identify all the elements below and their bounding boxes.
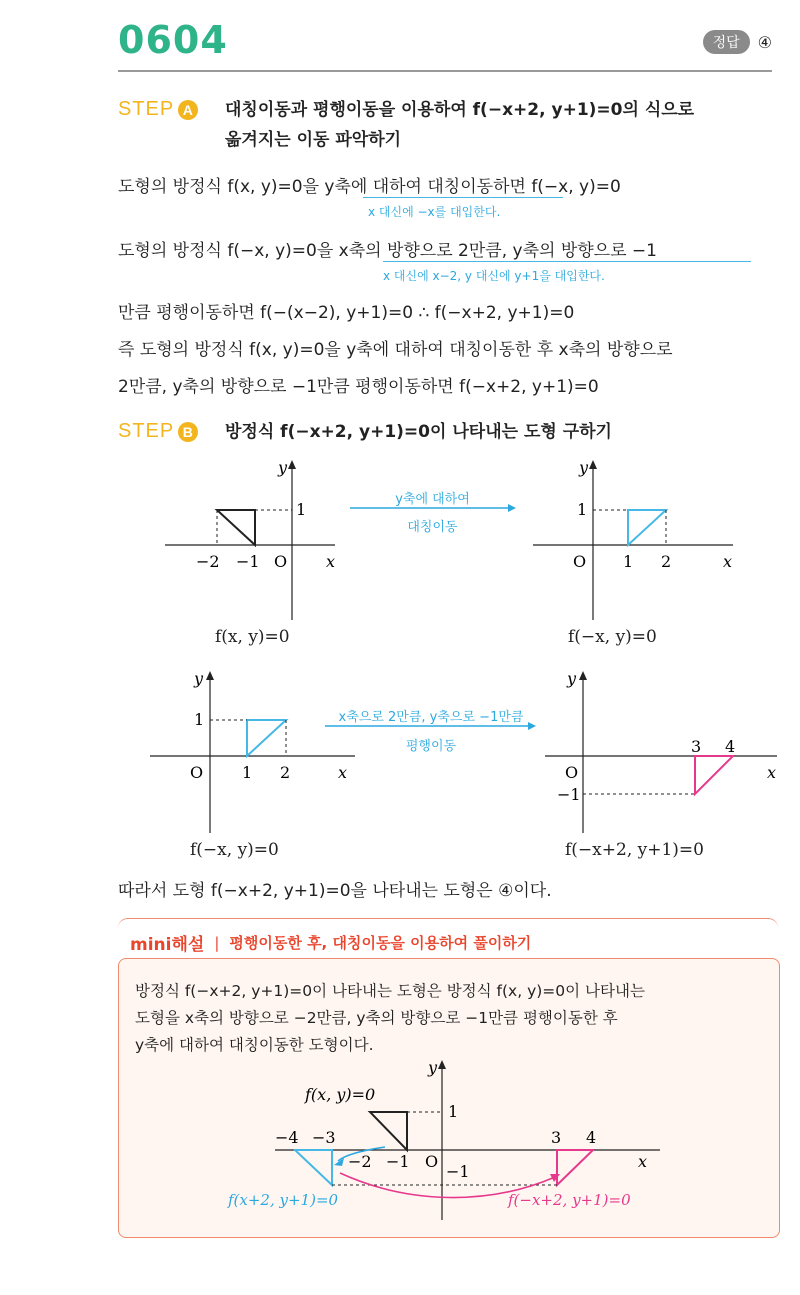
arrow-2 <box>325 720 540 732</box>
graph-2-caption: f(−x, y)=0 <box>568 627 657 647</box>
step-a-line-4: 즉 도형의 방정식 f(x, y)=0을 y축에 대하여 대칭이동한 후 x축의 방향으로 <box>118 340 673 360</box>
origin-label: O <box>573 552 587 571</box>
x-label: x <box>638 1152 648 1171</box>
triangle-blue <box>247 720 286 756</box>
blue-arrow-head <box>334 1158 344 1166</box>
header-divider <box>118 70 772 72</box>
step-a-badge: A <box>178 100 198 120</box>
triangle-original <box>370 1112 407 1150</box>
triangle-pink <box>557 1150 593 1185</box>
origin-label: O <box>190 763 204 782</box>
y-label: y <box>567 669 577 688</box>
step-a-label <box>118 98 198 121</box>
y-label: y <box>194 669 204 688</box>
tick-neg4: −4 <box>275 1128 299 1147</box>
tick-4: 4 <box>725 737 736 756</box>
triangle-pink <box>695 756 733 794</box>
note-2: x 대신에 x−2, y 대신에 y+1을 대입한다. <box>383 269 605 283</box>
x-label: x <box>338 763 348 782</box>
triangle-reflected <box>628 510 666 545</box>
tick-y1: 1 <box>577 500 588 519</box>
origin-label: O <box>565 763 579 782</box>
y-label: y <box>278 458 288 477</box>
arrow-1-line-2: 대칭이동 <box>407 520 458 535</box>
tick-2: 2 <box>661 552 672 571</box>
tick-y-neg1: −1 <box>446 1162 470 1181</box>
underline-2 <box>383 261 751 262</box>
triangle-blue <box>295 1150 332 1185</box>
tick-3: 3 <box>691 737 702 756</box>
x-label: x <box>767 763 777 782</box>
mini-title: 평행이동한 후, 대칭이동을 이용하여 풀이하기 <box>229 934 532 952</box>
tick-y1: 1 <box>448 1102 459 1121</box>
tick-1: 1 <box>623 552 634 571</box>
tick-neg2: −2 <box>348 1152 372 1171</box>
mini-graph <box>220 1055 670 1225</box>
tick-3: 3 <box>551 1128 562 1147</box>
step-b-title: 방정식 f(−x+2, y+1)=0이 나타내는 도형 구하기 <box>225 422 612 442</box>
x-label: x <box>326 552 336 571</box>
origin-label: O <box>274 552 288 571</box>
step-a-line-1: 도형의 방정식 f(x, y)=0을 y축에 대하여 대칭이동하면 f(−x, y)=0 <box>118 177 621 197</box>
triangle-original <box>217 510 255 545</box>
note-1: x 대신에 −x를 대입한다. <box>368 205 501 219</box>
underline-1 <box>363 197 563 198</box>
mini-text-2: 도형을 x축의 방향으로 −2만큼, y축의 방향으로 −1만큼 평행이동한 후 <box>135 1009 618 1027</box>
step-b-text: STEP <box>118 420 175 442</box>
tick-neg2: −2 <box>196 552 220 571</box>
tick-1: 1 <box>296 500 307 519</box>
step-a-line-5: 2만큼, y축의 방향으로 −1만큼 평행이동하면 f(−x+2, y+1)=0 <box>118 377 599 397</box>
step-b-label <box>118 420 198 443</box>
mini-text-1: 방정식 f(−x+2, y+1)=0이 나타내는 도형은 방정식 f(x, y)=0이 나타내는 <box>135 982 645 1000</box>
x-label: x <box>723 552 733 571</box>
conclusion: 따라서 도형 f(−x+2, y+1)=0을 나타내는 도형은 ④이다. <box>118 881 552 901</box>
step-a-line-2: 도형의 방정식 f(−x, y)=0을 x축의 방향으로 2만큼, y축의 방향으로 −1 <box>118 241 657 261</box>
step-a-text: STEP <box>118 98 175 120</box>
tick-neg3: −3 <box>312 1128 336 1147</box>
y-arrow <box>589 460 597 469</box>
answer-value: ④ <box>757 32 772 52</box>
label-right: f(−x+2, y+1)=0 <box>508 1191 631 1209</box>
arrow-1 <box>350 502 520 514</box>
y-label: y <box>579 458 589 477</box>
mini-header <box>130 930 531 955</box>
graph-4 <box>545 668 785 838</box>
arrow-2-line-1: x축으로 2만큼, y축으로 −1만큼 <box>338 710 524 725</box>
y-label: y <box>428 1058 438 1077</box>
y-arrow <box>579 671 587 680</box>
mini-text-3: y축에 대하여 대칭이동한 도형이다. <box>135 1036 374 1054</box>
tick-neg1: −1 <box>386 1152 410 1171</box>
tick-y1: 1 <box>194 710 205 729</box>
graph-2 <box>533 455 743 625</box>
mini-brand: mini해설 <box>130 935 205 955</box>
graph-3-caption: f(−x, y)=0 <box>190 840 279 860</box>
step-a-title-1: 대칭이동과 평행이동을 이용하여 f(−x+2, y+1)=0의 식으로 <box>225 100 695 120</box>
graph-1-caption: f(x, y)=0 <box>215 627 290 647</box>
graph-4-caption: f(−x+2, y+1)=0 <box>565 840 704 860</box>
y-arrow <box>288 460 296 469</box>
origin-label: O <box>425 1152 439 1171</box>
tick-2: 2 <box>280 763 291 782</box>
label-orig: f(x, y)=0 <box>305 1085 376 1104</box>
step-b-badge: B <box>178 422 198 442</box>
label-left: f(x+2, y+1)=0 <box>228 1191 339 1209</box>
arrow-1-line-1: y축에 대하여 <box>395 492 470 507</box>
tick-y-neg1: −1 <box>557 785 581 804</box>
step-a-title-2: 옮겨지는 이동 파악하기 <box>225 130 402 150</box>
step-a-line-3: 만큼 평행이동하면 f(−(x−2), y+1)=0 ∴ f(−x+2, y+1)=0 <box>118 303 575 323</box>
tick-1: 1 <box>242 763 253 782</box>
answer-area <box>703 30 772 54</box>
y-arrow <box>206 671 214 680</box>
answer-label: 정답 <box>703 30 750 54</box>
tick-4: 4 <box>586 1128 597 1147</box>
y-arrow <box>438 1060 446 1069</box>
arrow-2-line-2: 평행이동 <box>405 739 457 754</box>
graph-1 <box>160 455 350 625</box>
problem-number: 0604 <box>118 18 228 62</box>
mini-separator: | <box>214 933 220 952</box>
tick-neg1: −1 <box>236 552 260 571</box>
